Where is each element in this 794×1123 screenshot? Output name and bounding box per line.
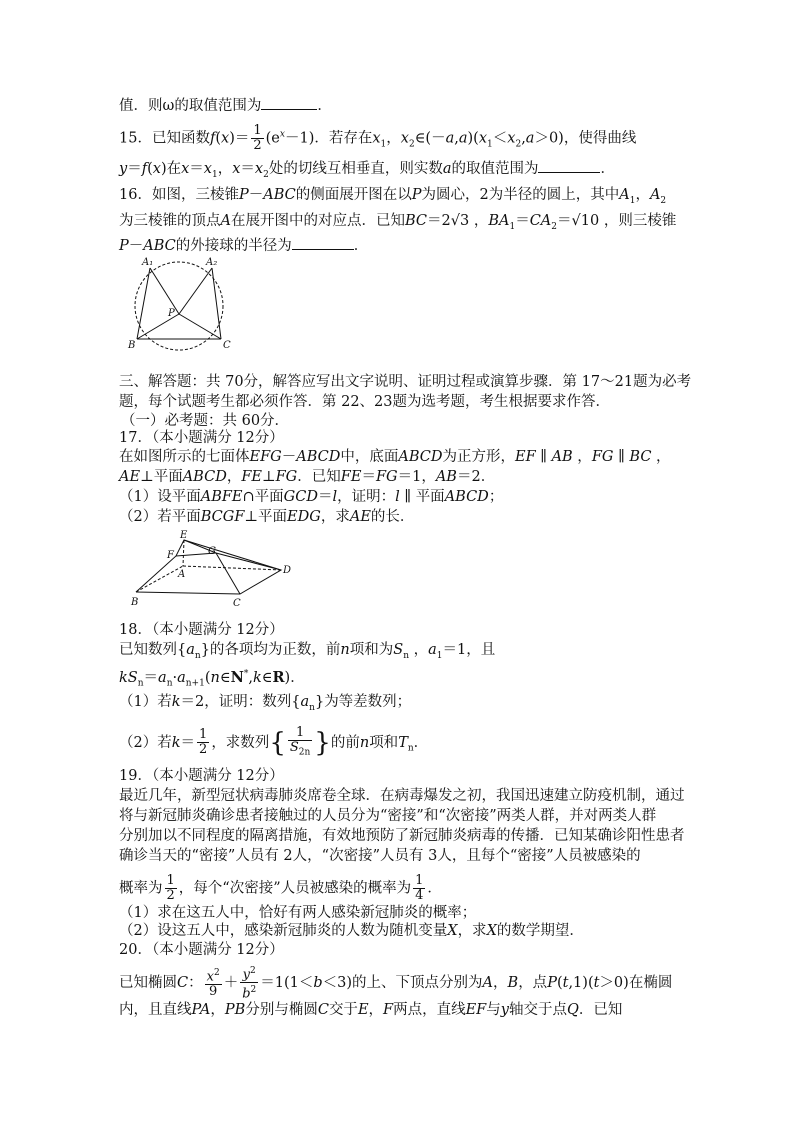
label-a1: A₁ xyxy=(142,257,154,268)
fraction: $\frac{1}{S_{2n}}$ xyxy=(289,725,311,758)
q15-text: ．若存在 xyxy=(314,130,373,147)
q17-line-2: AE⊥平面ABCD，FE⊥FG．已知FE＝FG＝1，AB＝2． xyxy=(119,469,496,485)
q17-text: ，求 xyxy=(320,509,350,525)
q19-text: （2）设这五人中，感染新冠肺炎的人数为随机变量 xyxy=(119,923,448,939)
edge-a1-b xyxy=(137,268,150,339)
edge-g-c xyxy=(216,553,240,594)
q18-text: 为等差数列； xyxy=(324,694,412,710)
q19-line-2: 将与新冠肺炎确诊患者接触过的人员分为“密接”和“次密接”两类人群，并对两类人群 xyxy=(119,808,657,824)
label-e: E xyxy=(180,530,188,541)
edge-e-a xyxy=(183,540,184,566)
label-b: B xyxy=(131,597,139,608)
q14-tail-line xyxy=(119,96,332,116)
q19-text: 概率为 xyxy=(119,880,163,897)
q17-text: ，证明： xyxy=(337,489,396,505)
q19-heading: 19．（本小题满分 12分） xyxy=(119,768,284,784)
answer-blank xyxy=(261,97,317,110)
q20-text: 分别与椭圆 xyxy=(245,1002,318,1018)
q18-text: 已知数列 xyxy=(119,642,177,658)
q16-text: ，则三棱锥 xyxy=(603,213,677,229)
punct: ． xyxy=(353,238,369,254)
q19-part-2: （2）设这五人中，感染新冠肺炎的人数为随机变量X，求X的数学期望． xyxy=(119,923,584,939)
q20-text: ，点 xyxy=(518,974,548,991)
q15-text: 的取值范围为 xyxy=(451,161,539,177)
q15-text: 在 xyxy=(166,161,182,177)
q18-text: 项和 xyxy=(369,734,399,751)
q19-text: ，每个“次密接”人员被感染的概率为 xyxy=(178,880,412,897)
q17-polyhedron-figure xyxy=(128,530,298,610)
q15-text: 处的切线互相垂直，则实数 xyxy=(268,161,443,177)
q16-text: 16．如图，三棱锥 xyxy=(119,187,239,203)
q17-part-1: （1）设平面ABFE∩平面GCD＝l，证明：l ∥ 平面ABCD； xyxy=(119,489,504,505)
answer-blank xyxy=(538,160,600,173)
q20-text: 在椭圆 xyxy=(628,974,673,991)
q17-text: 在如图所示的七面体 xyxy=(119,449,250,465)
fraction: $\frac{1}{2}$ xyxy=(166,873,175,903)
q16-text: 在展开图中的对应点．已知 xyxy=(230,213,405,229)
q20-text: 的上、下顶点分别为 xyxy=(352,974,483,991)
q16-text: 为三棱锥的顶点 xyxy=(119,213,221,229)
q20-text: ．已知 xyxy=(578,1002,623,1018)
q15-text: ，使得曲线 xyxy=(563,130,637,147)
q17-text: 为正方形， xyxy=(442,449,515,465)
q19-text: 的数学期望． xyxy=(496,923,584,939)
answer-blank xyxy=(292,237,354,250)
edge-e-d xyxy=(184,540,281,570)
label-c: C xyxy=(233,598,241,609)
q17-text: 平面 xyxy=(415,489,445,505)
q17-heading: 17．（本小题满分 12分） xyxy=(119,430,284,446)
fraction: $\frac{1}{4}$ xyxy=(415,873,424,903)
q20-text: 已知椭圆 xyxy=(119,974,177,991)
q18-text: （1）若 xyxy=(119,694,172,710)
q19-part-1: （1）求在这五人中，恰好有两人感染新冠肺炎的概率； xyxy=(119,905,477,921)
q18-line-2: $kS_n=a_n\cdot a_{n+1}(n\in N^*,k\in R)$． xyxy=(119,668,305,689)
q17-text: （1）设平面 xyxy=(119,489,201,505)
q20-line-2: 内，且直线PA，PB分别与椭圆C交于E，F两点，直线EF与y轴交于点Q．已知 xyxy=(119,1002,623,1018)
edge-a2-p xyxy=(179,268,212,314)
q16-line-1: 16．如图，三棱锥P－ABC的侧面展开图在以P为圆心，2为半径的圆上，其中$A_1$，$A_2$ xyxy=(119,187,667,206)
q18-text: 的各项均为正数，前 xyxy=(209,642,341,658)
label-g: G xyxy=(208,546,216,557)
punct: ． xyxy=(600,161,615,177)
q15-line-2: y＝f(x)在$x=x_1$，$x=x_2$处的切线互相垂直，则实数a的取值范围为 ． xyxy=(119,161,615,180)
fraction: $\frac{y^2}{b^2}$ xyxy=(242,966,257,1002)
label-a2: A₂ xyxy=(206,257,218,268)
q20-line-1: 已知椭圆C： $\frac{x^2}{9}$ ＋ $\frac{y^2}{b^2}$ ＝1(1＜b＜3)的上、下顶点分别为A，B，点P(t,1)(t＞0)在椭圆 xyxy=(119,966,673,1002)
q15-line-1: 15．已知函数f(x)＝ $\frac{1}{2}$ $(e^x-1)$．若存在$x_1$，$x_2\in(-a,a)(x_1<x_2,a>0)$，使得曲线 xyxy=(119,123,637,153)
q16-line-3: P－ABC的外接球的半径为 ． xyxy=(119,238,369,254)
section3-line-1: 三、解答题：共 70分，解答应写出文字说明、证明过程或演算步骤．第 17～21题为必考 xyxy=(119,374,692,390)
q18-text: ，求数列 xyxy=(211,734,270,751)
q17-text: 中，底面 xyxy=(340,449,399,465)
label-c: C xyxy=(223,340,231,351)
q20-text: 内，且直线 xyxy=(119,1002,192,1018)
edge-b-a xyxy=(136,566,186,592)
q17-text: 平面 xyxy=(153,469,183,485)
q17-line-1: 在如图所示的七面体EFG－ABCD中，底面ABCD为正方形，EF ∥ AB ，FG ∥ BC ， xyxy=(119,449,671,465)
q18-text: ． xyxy=(413,734,429,751)
q19-text: ． xyxy=(427,880,442,897)
q18-text: ，且 xyxy=(466,642,496,658)
q14-tail-text: 值．则ω的取值范围为 xyxy=(119,98,262,114)
q17-text: 的长． xyxy=(370,509,415,525)
q20-text: 交于 xyxy=(328,1002,358,1018)
q19-line-3: 分别加以不同程度的隔离措施，有效地预防了新冠肺炎病毒的传播．已知某确诊阳性患者 xyxy=(119,828,685,844)
q18-heading: 18．（本小题满分 12分） xyxy=(119,622,284,638)
q19-line-5 xyxy=(119,874,442,903)
q16-unfolding-figure xyxy=(124,256,234,352)
q17-part-2: （2）若平面BCGF⊥平面EDG，求AE的长． xyxy=(119,509,415,525)
q18-text: 项和为 xyxy=(349,642,394,658)
q17-text: （2）若平面 xyxy=(119,509,201,525)
label-p: P xyxy=(168,308,175,319)
q18-text: ，证明：数列 xyxy=(204,694,292,710)
edge-c-p xyxy=(179,314,221,339)
q19-text: ，求 xyxy=(457,923,487,939)
q15-text: 15．已知函数 xyxy=(119,130,210,147)
q17-text: ．已知 xyxy=(297,469,341,485)
q18-line-1: 已知数列$\{a_n\}$的各项均为正数，前n项和为$S_n$ ，$a_1=1$，且 xyxy=(119,642,496,661)
edge-a2-c xyxy=(212,268,221,339)
label-a: A xyxy=(178,569,186,580)
fraction: $\frac{1}{2}$ xyxy=(199,727,208,758)
label-f: F xyxy=(167,550,174,561)
punct: ． xyxy=(317,98,332,114)
q18-part-2: （2）若k＝ $\frac{1}{2}$ ，求数列{ $\frac{1}{S_{2n}}$ }的前n项和$T_n$． xyxy=(119,725,429,758)
q19-line-4: 确诊当天的“密接”人员有 2人，“次密接”人员有 3人，且每个“密接”人员被感染的 xyxy=(119,848,641,864)
q16-text: 的侧面展开图在以 xyxy=(295,187,412,203)
section3-line-2: 题，每个试题考生都必须作答．第 22、23题为选考题，考生根据要求作答． xyxy=(119,394,611,410)
fraction: $\frac{1}{2}$ xyxy=(253,123,262,153)
label-d: D xyxy=(283,565,292,576)
q18-text: 的前 xyxy=(330,734,360,751)
section3-line-3: （一）必考题：共 60分． xyxy=(121,413,290,429)
q16-line-2: 为三棱锥的顶点A在展开图中的对应点．已知BC＝2√3 ，$BA_1=CA_2=√10$ ，则三棱锥 xyxy=(119,213,677,232)
q20-text: 轴交于点 xyxy=(508,1002,567,1018)
q20-text: 两点，直线 xyxy=(393,1002,466,1018)
q17-text: 平面 xyxy=(258,509,288,525)
q19-line-1: 最近几年，新型冠状病毒肺炎席卷全球．在病毒爆发之初，我国迅速建立防疫机制，通过 xyxy=(119,788,685,804)
q20-text: 与 xyxy=(486,1002,501,1018)
q20-heading: 20．（本小题满分 12分） xyxy=(119,942,284,958)
fraction: $\frac{x^2}{9}$ xyxy=(206,968,220,1000)
q18-text: （2）若 xyxy=(119,734,172,751)
q18-part-1: （1）若k＝2，证明：数列$\{a_n\}$为等差数列； xyxy=(119,694,412,713)
label-b: B xyxy=(128,340,136,351)
q16-text: 为圆心，2为半径的圆上，其中 xyxy=(421,187,620,203)
q16-text: 的外接球的半径为 xyxy=(175,238,292,254)
